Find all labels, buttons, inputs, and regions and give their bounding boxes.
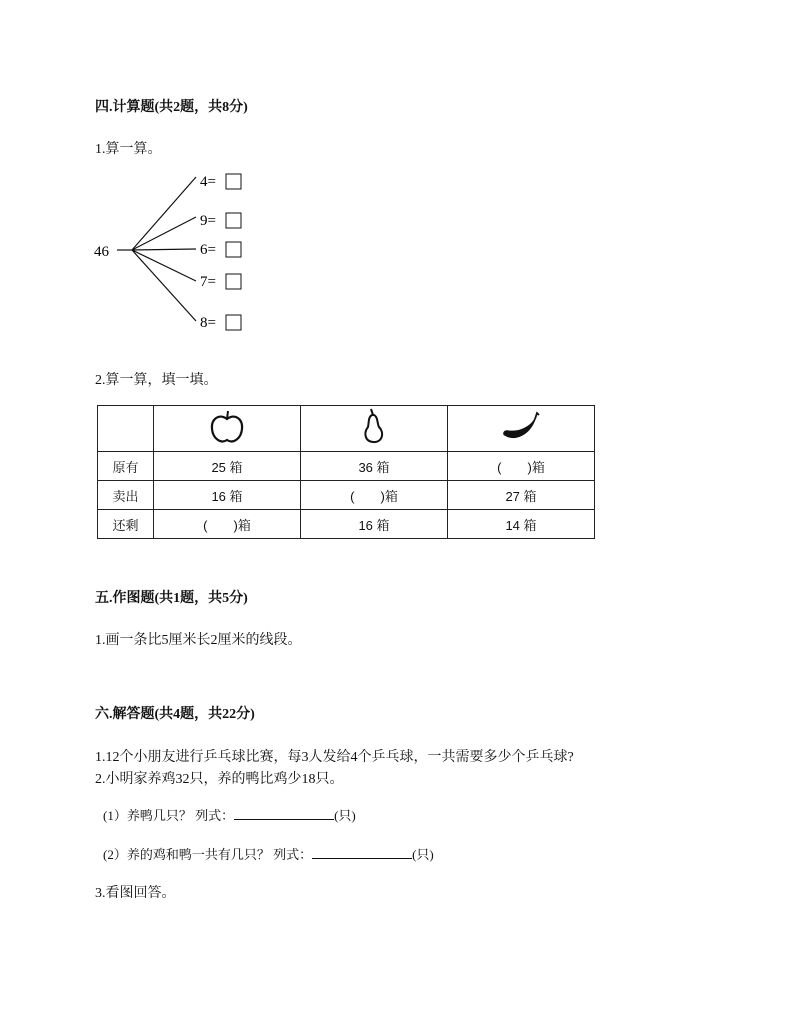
table-header-row <box>98 406 595 452</box>
word-problem-1: 1.12个小朋友进行乒乓球比赛，每3人发给4个乒乓球，一共需要多少个乒乓球? <box>95 750 574 765</box>
answer-box[interactable] <box>226 242 241 257</box>
pear-column-header <box>301 406 448 452</box>
sub-question-2a-text: (1）养鸭几只？ 列式： <box>103 808 235 823</box>
branch-line <box>132 249 196 250</box>
branch-line <box>132 217 196 250</box>
branch-label: 6= <box>200 242 216 258</box>
answer-blank[interactable] <box>234 807 334 820</box>
apple-column-header <box>154 406 301 452</box>
table-cell: 27 箱 <box>448 481 595 510</box>
pear-icon <box>354 407 394 447</box>
branch-label: 7= <box>200 274 216 290</box>
word-problem-3: 3.看图回答。 <box>95 886 176 901</box>
table-row <box>98 481 595 510</box>
branch-line <box>132 250 196 281</box>
root-number: 46 <box>94 244 109 260</box>
row-header: 卖出 <box>98 481 154 510</box>
apple-icon <box>207 407 247 447</box>
table-cell-blank[interactable]: ( )箱 <box>301 481 448 510</box>
answer-box[interactable] <box>226 274 241 289</box>
question-1-label: 1.算一算。 <box>95 142 162 157</box>
table-cell: 36 箱 <box>301 452 448 481</box>
branch-label: 9= <box>200 213 216 229</box>
answer-box[interactable] <box>226 315 241 330</box>
table-cell: 25 箱 <box>154 452 301 481</box>
table-row <box>98 510 595 539</box>
question-2-label: 2.算一算，填一填。 <box>95 373 218 388</box>
fruit-table <box>97 405 595 539</box>
branch-label: 8= <box>200 315 216 331</box>
word-problem-2: 2.小明家养鸡32只，养的鸭比鸡少18只。 <box>95 772 344 787</box>
drawing-question-1: 1.画一条比5厘米长2厘米的线段。 <box>95 633 302 648</box>
banana-icon <box>499 407 543 447</box>
sub-question-2b-text: (2）养的鸡和鸭一共有几只？ 列式： <box>103 847 313 862</box>
table-cell: 16 箱 <box>154 481 301 510</box>
answer-box[interactable] <box>226 213 241 228</box>
section-title-drawing: 五.作图题(共1题，共5分) <box>95 591 248 606</box>
table-corner-cell <box>98 406 154 452</box>
banana-column-header <box>448 406 595 452</box>
section-title-word-problems: 六.解答题(共4题，共22分) <box>95 707 255 722</box>
sub-question-2b <box>103 844 434 863</box>
sub-question-2a <box>103 805 356 824</box>
table-cell: 16 箱 <box>301 510 448 539</box>
answer-blank[interactable] <box>312 846 412 859</box>
row-header: 原有 <box>98 452 154 481</box>
table-row <box>98 452 595 481</box>
unit-label: (只) <box>412 847 434 862</box>
table-cell-blank[interactable]: ( )箱 <box>448 452 595 481</box>
branch-line <box>132 177 196 250</box>
table-cell: 14 箱 <box>448 510 595 539</box>
row-header: 还剩 <box>98 510 154 539</box>
section-title-calculation: 四.计算题(共2题，共8分) <box>95 100 248 115</box>
branch-line <box>132 250 196 321</box>
decomposition-diagram <box>90 165 260 335</box>
unit-label: (只) <box>334 808 356 823</box>
branch-label: 4= <box>200 174 216 190</box>
table-cell-blank[interactable]: ( )箱 <box>154 510 301 539</box>
answer-box[interactable] <box>226 174 241 189</box>
